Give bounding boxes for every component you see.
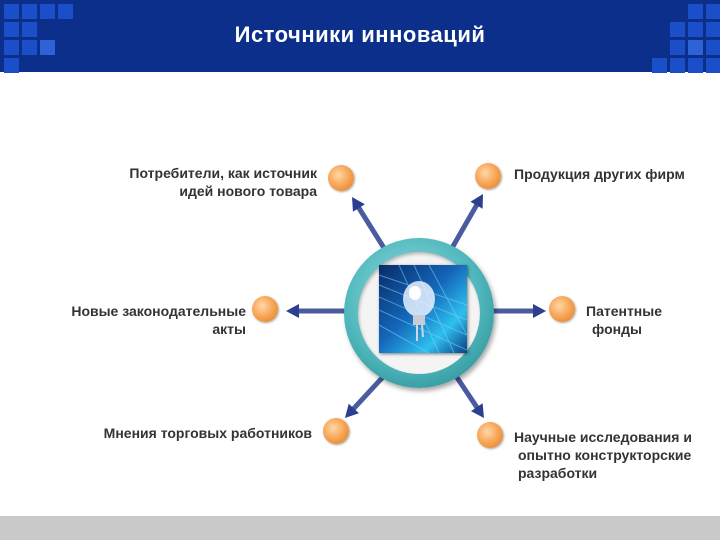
label-consumers-line-2: идей нового товара: [179, 183, 317, 199]
dot-legislation: [252, 296, 278, 322]
label-research-line-2: опытно конструкторские: [518, 447, 692, 463]
label-research-line-3: разработки: [518, 465, 598, 481]
label-patents: [586, 302, 662, 338]
label-patents-line-2: фонды: [592, 321, 642, 337]
light-bulb-icon: [379, 265, 467, 353]
label-legislation: [71, 302, 246, 338]
footer-band: [0, 516, 720, 540]
label-sales-staff: [104, 424, 312, 442]
label-legislation-line-2: акты: [212, 321, 246, 337]
label-sales-staff-line-1: Мнения торговых работников: [103, 425, 312, 441]
dot-research: [477, 422, 503, 448]
arrow-consumers: [352, 197, 384, 248]
label-other-firms-line-1: Продукция других фирм: [514, 166, 685, 182]
arrow-patents: [490, 304, 546, 318]
label-research-line-1: Научные исследования и: [514, 429, 692, 445]
arrow-other-firms: [452, 194, 483, 248]
arrow-legislation: [286, 304, 348, 318]
arrow-sales-staff: [345, 378, 382, 418]
page-title: Источники инноваций: [234, 22, 486, 47]
label-other-firms: [514, 165, 685, 183]
label-consumers: [129, 164, 317, 200]
label-research: [514, 428, 692, 482]
dot-consumers: [328, 165, 354, 191]
dot-sales-staff: [323, 418, 349, 444]
label-legislation-line-1: Новые законодательные: [71, 303, 246, 319]
label-consumers-line-1: Потребители, как источник: [129, 165, 317, 181]
dot-other-firms: [475, 163, 501, 189]
arrow-research: [456, 376, 484, 418]
dot-patents: [549, 296, 575, 322]
label-patents-line-1: Патентные: [586, 303, 663, 319]
